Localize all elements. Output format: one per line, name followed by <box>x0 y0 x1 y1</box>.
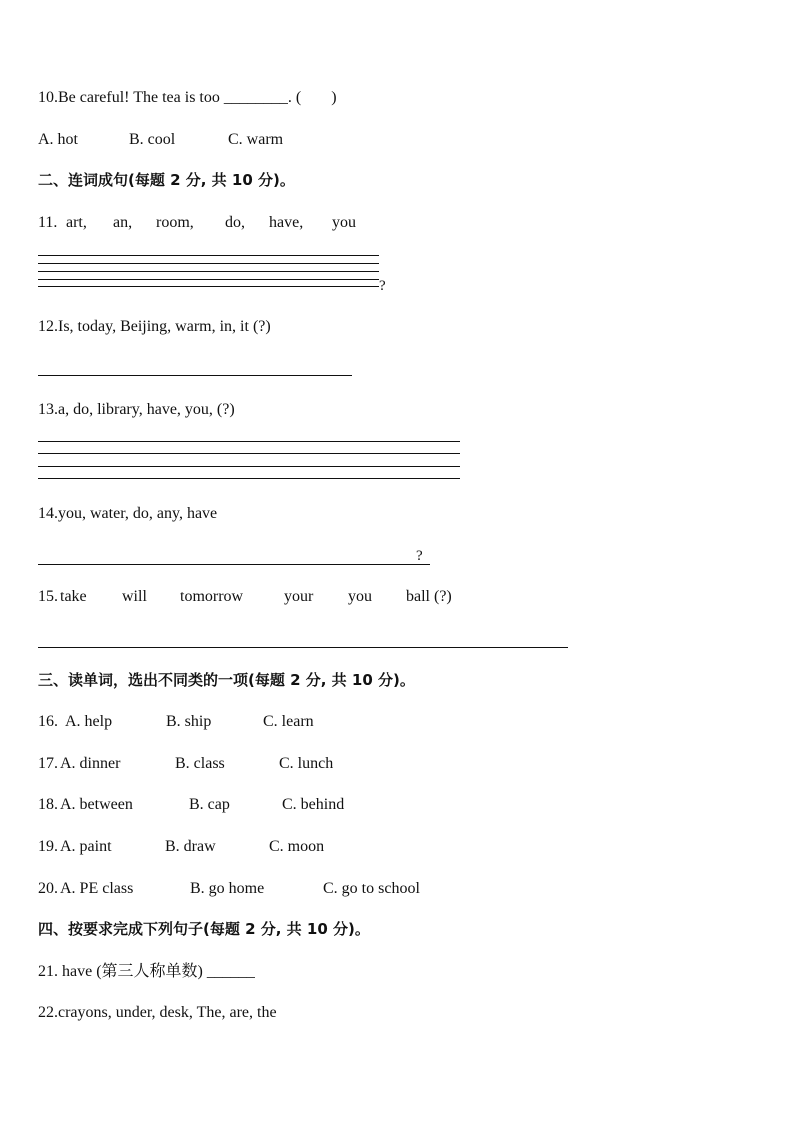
q15-word: you <box>348 588 372 605</box>
q17-option-c: C. lunch <box>279 755 334 772</box>
q10-close-paren: ) <box>331 89 337 106</box>
answer-line <box>38 263 379 264</box>
q18-option-c: C. behind <box>282 796 345 813</box>
q19-option-a: A. paint <box>60 838 112 855</box>
q16-number: 16. <box>38 713 58 730</box>
q14-answer-line[interactable] <box>38 564 430 565</box>
q10-stem: 10.Be careful! The tea is too ________. ( <box>38 89 302 106</box>
q15-word: your <box>284 588 314 605</box>
q11-number: 11. <box>38 214 58 231</box>
q18-number: 18. <box>38 796 58 813</box>
answer-line <box>38 478 460 479</box>
q15-word: ball (?) <box>406 588 452 605</box>
q11-question-mark: ? <box>379 278 386 294</box>
q14-question-mark: ? <box>416 548 423 564</box>
q17-number: 17. <box>38 755 58 772</box>
answer-line <box>38 441 460 442</box>
q13-text: 13.a, do, library, have, you, (?) <box>38 401 235 418</box>
q16-option-c: C. learn <box>263 713 314 730</box>
q10-option-a: A. hot <box>38 131 78 148</box>
answer-line <box>38 453 460 454</box>
q10-option-b: B. cool <box>129 131 176 148</box>
q20-option-b: B. go home <box>190 880 265 897</box>
q11-word: an, <box>113 214 133 231</box>
q12-answer-line[interactable] <box>38 375 352 376</box>
q17-option-a: A. dinner <box>60 755 121 772</box>
q11-word: do, <box>225 214 245 231</box>
section3-heading: 三、读单词，选出不同类的一项(每题 2 分, 共 10 分)。 <box>38 671 415 689</box>
q12-text: 12.Is, today, Beijing, warm, in, it (?) <box>38 318 271 335</box>
q10-option-c: C. warm <box>228 131 284 148</box>
section4-heading: 四、按要求完成下列句子(每题 2 分, 共 10 分)。 <box>38 920 370 938</box>
q11-word: have, <box>269 214 304 231</box>
q15-word: tomorrow <box>180 588 244 605</box>
answer-line <box>38 466 460 467</box>
q15-word: will <box>122 588 147 605</box>
q18-option-a: A. between <box>60 796 133 813</box>
q15-answer-line[interactable] <box>38 647 568 648</box>
q14-text: 14.you, water, do, any, have <box>38 505 218 522</box>
answer-line <box>38 279 379 280</box>
answer-line <box>38 286 379 287</box>
q16-option-b: B. ship <box>166 713 212 730</box>
q11-word: you <box>332 214 356 231</box>
q20-option-c: C. go to school <box>323 880 420 897</box>
q16-option-a: A. help <box>65 713 113 730</box>
q10-text <box>38 88 337 108</box>
q19-option-b: B. draw <box>165 838 216 855</box>
answer-line <box>38 255 379 256</box>
q19-number: 19. <box>38 838 58 855</box>
q19-option-c: C. moon <box>269 838 325 855</box>
q11-word: room, <box>156 214 194 231</box>
q22-text: 22.crayons, under, desk, The, are, the <box>38 1004 277 1021</box>
q20-number: 20. <box>38 880 58 897</box>
section2-heading: 二、连词成句(每题 2 分, 共 10 分)。 <box>38 171 295 189</box>
q11-word: art, <box>66 214 87 231</box>
q18-option-b: B. cap <box>189 796 230 813</box>
q20-option-a: A. PE class <box>60 880 134 897</box>
q17-option-b: B. class <box>175 755 225 772</box>
q15-word: take <box>60 588 87 605</box>
q21-text: 21. have (第三人称单数) ______ <box>38 963 255 980</box>
q15-number: 15. <box>38 588 58 605</box>
answer-line <box>38 271 379 272</box>
